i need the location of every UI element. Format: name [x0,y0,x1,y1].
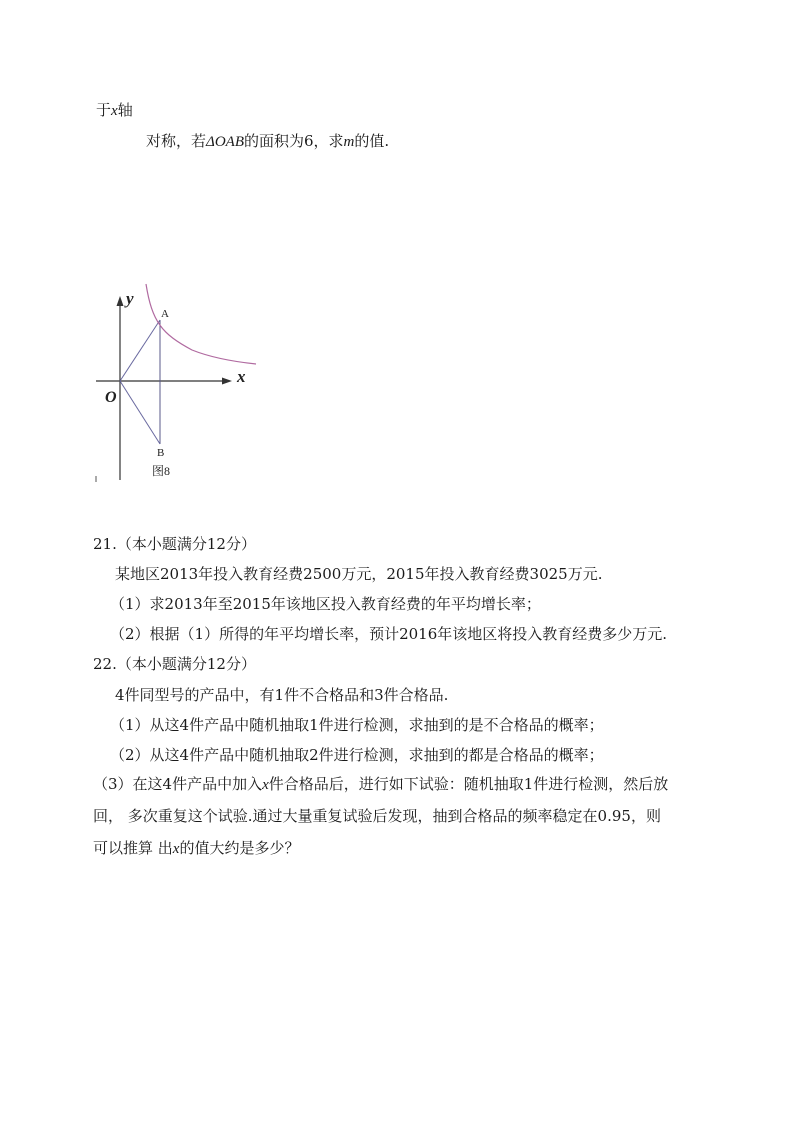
q22-part-3-line-3 [93,838,299,859]
intro-text: 的值. [354,132,390,150]
q21-part-1: （1）求2013年至2015年该地区投入教育经费的年平均增长率； [110,595,541,613]
figure-caption: 图8 [152,464,171,478]
variable-x: x [111,103,118,119]
q21-stem: 某地区2013年投入教育经费2500万元，2015年投入教育经费3025万元. [115,565,603,583]
q22-part-3-text: 的值大约是多少？ [179,839,300,857]
q22-part-3-text: 件合格品后，进行如下试验：随机抽取1件进行检测，然后放 [268,775,669,793]
origin-label: O [105,389,117,406]
q22-header: 22.（本小题满分12分） [93,655,256,673]
x-axis-label: x [237,367,246,386]
hyperbola-curve [146,284,256,364]
triangle-oab: ΔOAB [206,134,244,150]
variable-x: x [172,841,180,857]
q22-stem: 4件同型号的产品中，有1件不合格品和3件合格品. [115,686,449,704]
q22-part-2: （2）从这4件产品中随机抽取2件进行检测，求抽到的都是合格品的概率； [110,746,604,764]
intro-line-2 [146,131,389,152]
q22-part-3-text: 可以推算 出 [93,839,173,857]
intro-text: 轴 [117,101,133,119]
segment-oa [120,320,160,381]
q22-part-1: （1）从这4件产品中随机抽取1件进行检测，求抽到的是不合格品的概率； [110,716,604,734]
intro-text: 的面积为6，求 [243,132,344,150]
intro-text: 对称，若 [146,132,207,150]
q22-part-3-line-1 [93,774,668,795]
segment-ob [120,381,160,444]
intro-text: 于 [96,101,112,119]
q22-part-3-text: （3）在这4件产品中加入 [93,775,263,793]
y-axis-label: y [126,289,134,308]
figure-8-diagram [92,282,267,487]
variable-m: m [343,134,355,150]
variable-x: x [262,777,269,793]
point-a-label: A [161,308,169,320]
q22-part-3-line-2: 回， 多次重复这个试验.通过大量重复试验后发现，抽到合格品的频率稳定在0.95，则 [93,807,661,825]
q21-header: 21.（本小题满分12分） [93,535,256,553]
point-b-label: B [157,447,165,459]
x-axis-arrow [222,378,232,385]
q21-part-2: （2）根据（1）所得的年平均增长率，预计2016年该地区将投入教育经费多少万元. [110,625,668,643]
y-axis-arrow [117,296,124,306]
intro-line-1 [96,100,133,121]
